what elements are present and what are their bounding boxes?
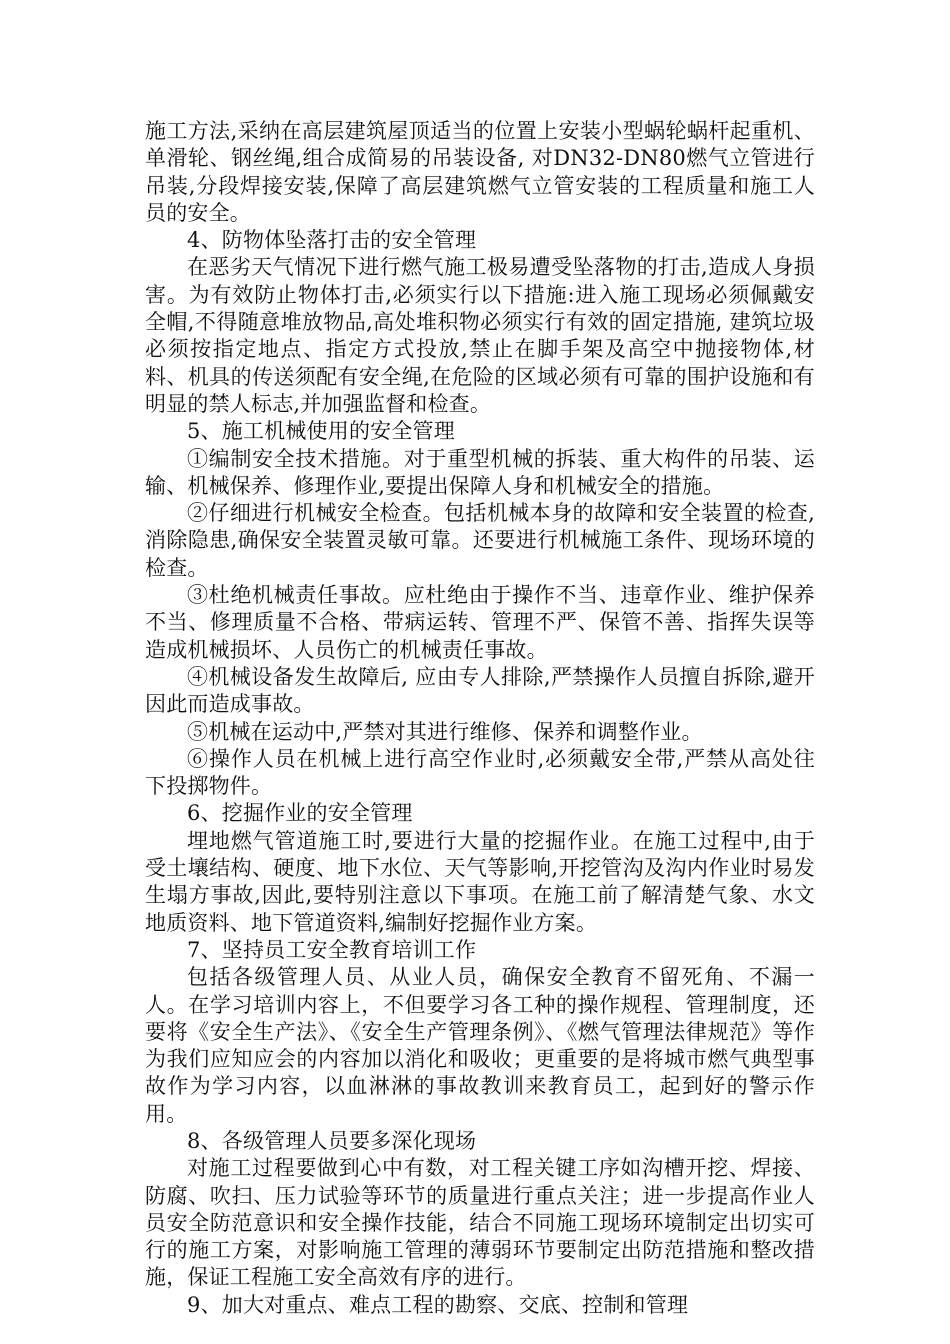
paragraph-item-6: ⑥操作人员在机械上进行高空作业时,必须戴安全带,严禁从高处往下投掷物件。	[145, 746, 815, 799]
paragraph-item-1: ①编制安全技术措施。对于重型机械的拆装、重大构件的吊装、运输、机械保养、修理作业,要提出保障人身和机械安全的措施。	[145, 446, 815, 498]
paragraph-training: 包括各级管理人员、从业人员，确保安全教育不留死角、不漏一人。在学习培训内容上，不但要学习各工种的操作规程、管理制度，还要将《安全生产法》、《安全生产管理条例》、《燃气管理法律规范》等作为我们应知应会的内容加以消化和吸收；更重要的是将城市燃气典型事故作为学习内容，以血淋淋的事故教训来教育员工，起到好的警示作用。	[145, 965, 815, 1126]
paragraph-falling-objects: 在恶劣天气情况下进行燃气施工极易遭受坠落物的打击,造成人身损害。为有效防止物体打击,必须实行以下措施:进入施工现场必须佩戴安全帽,不得随意堆放物品,高处堆积物必须实行有效的固定措施, 建筑垃圾必须按指定地点、指定方式投放,禁止在脚手架及高空中抛接物体,材料、机具的传送须配有安全绳,在危险的区域必须有可靠的围护设施和有明显的禁人标志,并加强监督和检查。	[145, 255, 815, 416]
paragraph-item-4: ④机械设备发生故障后, 应由专人排除,严禁操作人员擅自拆除,避开因此而造成事故。	[145, 664, 815, 717]
paragraph-item-5: ⑤机械在运动中,严禁对其进行维修、保养和调整作业。	[187, 719, 703, 744]
paragraph-site-management: 对施工过程要做到心中有数，对工程关键工序如沟槽开挖、焊接、防腐、吹扫、压力试验等环节的质量进行重点关注；进一步提高作业人员安全防范意识和安全操作技能，结合不同施工现场环境制定出切实可行的施工方案，对影响施工管理的薄弱环节要制定出防范措施和整改措施，保证工程施工安全高效有序的进行。	[145, 1156, 815, 1290]
paragraph-item-2: ②仔细进行机械安全检查。包括机械本身的故障和安全装置的检查,消除隐患,确保安全装置灵敏可靠。还要进行机械施工条件、现场环境的检查。	[145, 501, 815, 580]
section-heading-9: 9、加大对重点、难点工程的勘察、交底、控制和管理	[187, 1292, 689, 1317]
section-heading-4: 4、防物体坠落打击的安全管理	[187, 228, 477, 253]
section-heading-6: 6、挖掘作业的安全管理	[187, 801, 413, 826]
paragraph-excavation: 埋地燃气管道施工时,要进行大量的挖掘作业。在施工过程中,由于受土壤结构、硬度、地下水位、天气等影响,开挖管沟及沟内作业时易发生塌方事故,因此,要特别注意以下事项。在施工前了解清楚气象、水文地质资料、地下管道资料,编制好挖掘作业方案。	[145, 828, 815, 935]
section-heading-7: 7、坚持员工安全教育培训工作	[187, 937, 477, 962]
section-heading-8: 8、各级管理人员要多深化现场	[187, 1128, 477, 1153]
section-heading-5: 5、施工机械使用的安全管理	[187, 419, 455, 444]
document-body	[145, 118, 815, 1319]
paragraph-intro: 施工方法,采纳在高层建筑屋顶适当的位置上安装小型蜗轮蜗杆起重机、单滑轮、钢丝绳,组合成简易的吊装设备, 对DN32-DN80燃气立管进行吊装,分段焊接安装,保障了高层建筑燃气立管安装的工程质量和施工人员的安全。	[145, 119, 815, 225]
paragraph-item-3: ③杜绝机械责任事故。应杜绝由于操作不当、违章作业、维护保养不当、修理质量不合格、带病运转、管理不严、保管不善、指挥失误等造成机械损坏、人员伤亡的机械责任事故。	[145, 583, 815, 662]
